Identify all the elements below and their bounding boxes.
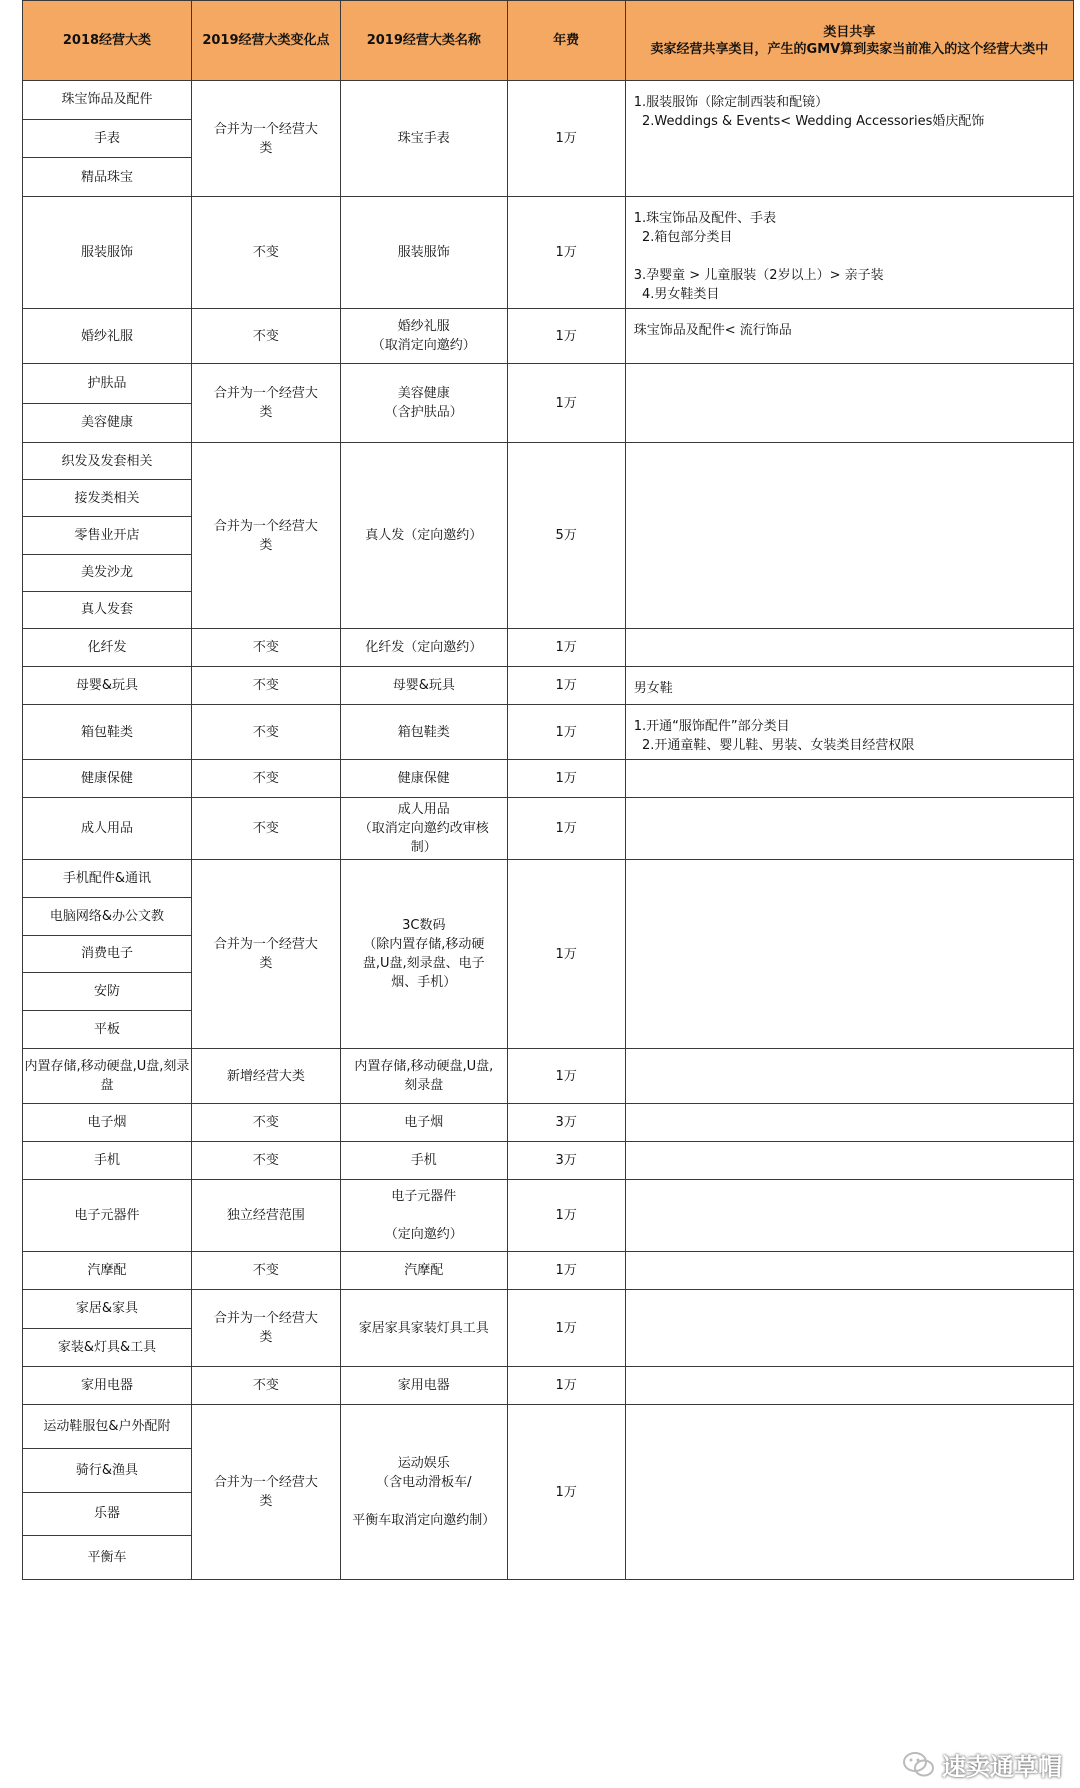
fee-text: 3万 [555,1115,577,1130]
change-text: 不变 [252,821,279,836]
cell-2019-change [191,1104,340,1142]
fee-text: 1万 [555,678,577,693]
change-text: 不变 [252,1153,279,1168]
table-row [23,1252,1074,1290]
cell-annual-fee [507,1405,625,1580]
cell-annual-fee [507,1142,625,1180]
cell-2018-category [23,1049,192,1104]
table-row [23,1049,1074,1104]
change-text: 不变 [252,1378,279,1393]
change-text: 合并为一个经营大类 [213,937,318,971]
cell-2018-category [23,760,192,798]
table-row [23,1180,1074,1252]
change-text: 不变 [252,328,279,344]
cell-2019-name [340,1252,507,1290]
cell-category-share [625,629,1073,667]
sub-category: 运动鞋服包&户外配附 [23,1405,191,1449]
cell-2018-category [23,1252,192,1290]
name-text: 婚纱礼服 （取消定向邀约） [371,319,476,353]
cell-2019-change [191,1180,340,1252]
cell-2019-change [191,760,340,798]
sub-category: 织发及发套相关 [23,443,191,480]
change-text: 合并为一个经营大类 [213,386,318,420]
table-row [23,1405,1074,1580]
category-text: 电子烟 [87,1115,127,1130]
cell-category-share [625,1405,1073,1580]
name-text: 服装服饰 [397,245,450,260]
cell-2019-change [191,364,340,443]
fee-text: 1万 [555,1208,577,1223]
sub-category: 美发沙龙 [23,555,191,592]
cell-annual-fee [507,1367,625,1405]
sub-category: 消费电子 [23,936,191,974]
fee-text: 1万 [555,1263,577,1278]
name-text: 健康保健 [397,771,450,786]
cell-2019-name [340,705,507,760]
header-row [23,1,1074,81]
table-row [23,705,1074,760]
cell-2019-change [191,1290,340,1367]
fee-text: 1万 [555,131,577,146]
cell-2019-name [340,798,507,860]
change-text: 独立经营范围 [226,1208,305,1223]
table-row [23,1290,1074,1367]
sub-category: 安防 [23,973,191,1011]
cell-category-share [625,197,1073,309]
category-text: 电子元器件 [74,1208,140,1223]
share-line: 1.服装服饰（除定制西装和配镜） [633,95,829,110]
cell-2019-name [340,1049,507,1104]
share-line: 1.开通“服饰配件”部分类目 [633,719,790,734]
change-text: 不变 [252,1263,279,1278]
cell-category-share [625,1290,1073,1367]
name-text: 电子烟 [404,1115,444,1130]
cell-annual-fee [507,1252,625,1290]
sub-category: 零售业开店 [23,517,191,554]
name-text: 家用电器 [397,1378,450,1393]
sub-category: 骑行&渔具 [23,1449,191,1493]
share-line [634,247,1069,266]
cell-annual-fee [507,81,625,197]
table-row [23,629,1074,667]
cell-annual-fee [507,1104,625,1142]
name-text: 汽摩配 [404,1263,444,1278]
cell-2019-name [340,309,507,364]
name-text: 成人用品 （取消定向邀约改审核制） [358,802,489,855]
cell-2019-name [340,364,507,443]
sub-category: 手表 [23,120,191,159]
cell-2018-category [23,443,192,629]
category-text: 化纤发 [87,640,127,655]
name-text: 美容健康 （含护肤品） [384,386,463,420]
fee-text: 1万 [555,821,577,836]
cell-annual-fee [507,629,625,667]
share-line: 1.珠宝饰品及配件、手表 [633,211,777,226]
header-annual-fee: 年费 [507,1,625,81]
share-line: 2.Weddings & Events< Wedding Accessories婚庆配饰 [633,114,985,129]
cell-annual-fee [507,197,625,309]
cell-2019-name [340,860,507,1049]
name-text: 珠宝手表 [397,131,450,146]
cell-category-share [625,1180,1073,1252]
cell-2019-name [340,1290,507,1367]
wechat-icon [902,1751,936,1779]
table-row [23,309,1074,364]
cell-category-share [625,443,1073,629]
sub-category: 乐器 [23,1493,191,1537]
category-text: 健康保健 [80,771,133,786]
cell-2019-change [191,81,340,197]
name-text: 电子元器件 （定向邀约） [384,1189,463,1242]
fee-text: 1万 [555,946,577,962]
cell-2019-change [191,860,340,1049]
cell-category-share [625,860,1073,1049]
cell-2019-change [191,309,340,364]
cell-category-share [625,1142,1073,1180]
name-text: 化纤发（定向邀约） [365,640,483,655]
cell-2019-change [191,1367,340,1405]
fee-text: 1万 [555,724,577,740]
cell-2018-category [23,798,192,860]
sub-category: 护肤品 [23,364,191,404]
share-line: 4.男女鞋类目 [633,287,720,302]
cell-annual-fee [507,364,625,443]
cell-category-share [625,667,1073,705]
cell-category-share [625,364,1073,443]
sub-category: 接发类相关 [23,480,191,517]
change-text: 新增经营大类 [226,1068,305,1084]
fee-text: 1万 [555,245,577,260]
name-text: 真人发（定向邀约） [365,528,483,543]
name-text: 内置存储,移动硬盘,U盘,刻录盘 [354,1059,494,1093]
change-text: 不变 [252,245,279,260]
change-text: 合并为一个经营大类 [213,1311,318,1345]
cell-2018-category [23,1405,192,1580]
cell-2018-category [23,197,192,309]
cell-annual-fee [507,443,625,629]
cell-2019-name [340,1180,507,1252]
cell-annual-fee [507,705,625,760]
fee-text: 1万 [555,1320,577,1336]
fee-text: 1万 [555,640,577,655]
cell-2019-name [340,197,507,309]
cell-2019-name [340,667,507,705]
share-line: 2.开通童鞋、婴儿鞋、男装、女装类目经营权限 [633,738,915,753]
cell-2018-category [23,1104,192,1142]
header-2019-name: 2019经营大类名称 [340,1,507,81]
sub-category: 家居&家具 [23,1290,191,1329]
table-row [23,1142,1074,1180]
change-text: 合并为一个经营大类 [213,1475,318,1509]
category-text: 家用电器 [80,1378,133,1393]
name-text: 箱包鞋类 [397,724,450,740]
cell-annual-fee [507,1290,625,1367]
change-text: 合并为一个经营大类 [213,518,318,553]
share-line: 2.箱包部分类目 [633,230,733,245]
cell-annual-fee [507,309,625,364]
change-text: 不变 [252,1115,279,1130]
fee-text: 1万 [555,771,577,786]
category-text: 母婴&玩具 [75,678,139,693]
table-row [23,197,1074,309]
change-text: 不变 [252,640,279,655]
table-row [23,1367,1074,1405]
cell-category-share [625,798,1073,860]
cell-2019-name [340,1142,507,1180]
cell-2019-change [191,1049,340,1104]
category-text: 箱包鞋类 [80,724,133,740]
change-text: 不变 [252,724,279,740]
cell-category-share [625,1252,1073,1290]
cell-2018-category [23,629,192,667]
cell-2019-name [340,1367,507,1405]
share-line: 珠宝饰品及配件< 流行饰品 [633,323,792,338]
cell-2019-name [340,1104,507,1142]
sub-category: 美容健康 [80,415,133,431]
table-row [23,760,1074,798]
sub-category: 珠宝饰品及配件 [23,81,191,120]
table-row [23,1104,1074,1142]
sub-category: 电脑网络&办公文教 [23,898,191,936]
category-table [22,0,1074,1580]
cell-2019-change [191,667,340,705]
cell-2019-change [191,1252,340,1290]
cell-category-share [625,81,1073,197]
cell-category-share [625,309,1073,364]
cell-2019-name [340,760,507,798]
cell-2018-category [23,1290,192,1367]
cell-2018-category [23,1367,192,1405]
cell-annual-fee [507,798,625,860]
category-text: 婚纱礼服 [80,328,133,344]
sub-category: 平衡车 [87,1550,127,1566]
cell-2019-name [340,443,507,629]
watermark [902,1747,1062,1782]
cell-2019-change [191,1142,340,1180]
cell-category-share [625,705,1073,760]
table-row [23,860,1074,1049]
cell-2019-name [340,1405,507,1580]
category-text: 手机 [93,1153,120,1168]
name-text: 家居家具家装灯具工具 [358,1320,489,1336]
header-2019-change: 2019经营大类变化点 [191,1,340,81]
category-text: 服装服饰 [80,245,133,260]
cell-2018-category [23,309,192,364]
fee-text: 1万 [555,1068,577,1084]
cell-annual-fee [507,1180,625,1252]
header-share-desc: 卖家经营共享类目，产生的GMV算到卖家当前准入的这个经营大类中 [650,41,1049,57]
table-row [23,443,1074,629]
cell-annual-fee [507,667,625,705]
table-row [23,81,1074,197]
change-text: 不变 [252,678,279,693]
fee-text: 1万 [555,328,577,344]
cell-2018-category [23,667,192,705]
cell-2019-name [340,81,507,197]
cell-2019-change [191,705,340,760]
change-text: 合并为一个经营大类 [213,121,318,156]
cell-category-share [625,1367,1073,1405]
sub-category: 手机配件&通讯 [23,860,191,898]
sub-category: 真人发套 [80,602,133,618]
header-category-share [625,1,1073,81]
cell-2018-category [23,860,192,1049]
cell-2019-name [340,629,507,667]
cell-2019-change [191,629,340,667]
cell-2018-category [23,1180,192,1252]
cell-2018-category [23,705,192,760]
cell-2018-category [23,364,192,443]
fee-text: 1万 [555,395,577,411]
name-text: 母婴&玩具 [392,678,455,693]
fee-text: 3万 [555,1153,577,1168]
name-text: 3C数码 （除内置存储,移动硬盘,U盘,刻录盘、电子烟、手机） [362,918,485,990]
cell-category-share [625,760,1073,798]
header-2018-category: 2018经营大类 [23,1,192,81]
table-row [23,364,1074,443]
fee-text: 1万 [555,1484,577,1500]
watermark-text: 速卖通草帽 [942,1753,1062,1781]
category-text: 内置存储,移动硬盘,U盘,刻录盘 [24,1059,190,1093]
category-text: 汽摩配 [87,1263,127,1278]
cell-annual-fee [507,760,625,798]
fee-text: 1万 [555,1378,577,1393]
cell-2018-category [23,1142,192,1180]
fee-text: 5万 [555,528,577,543]
cell-2019-change [191,1405,340,1580]
sub-category: 家装&灯具&工具 [57,1339,157,1355]
share-line: 3.孕婴童 > 儿童服装（2岁以上）> 亲子装 [633,268,884,283]
change-text: 不变 [252,771,279,786]
table-row [23,798,1074,860]
sub-category: 平板 [93,1022,120,1038]
sub-category: 精品珠宝 [80,169,133,185]
cell-2019-change [191,443,340,629]
name-text: 手机 [410,1153,437,1168]
name-text: 运动娱乐 （含电动滑板车/ 平衡车取消定向邀约制） [352,1456,496,1528]
header-share-title: 类目共享 [823,24,876,40]
cell-category-share [625,1049,1073,1104]
cell-category-share [625,1104,1073,1142]
cell-2019-change [191,798,340,860]
table-row [23,667,1074,705]
cell-2019-change [191,197,340,309]
cell-2018-category [23,81,192,197]
category-text: 成人用品 [80,821,133,836]
cell-annual-fee [507,1049,625,1104]
share-line: 男女鞋 [633,681,673,696]
cell-annual-fee [507,860,625,1049]
